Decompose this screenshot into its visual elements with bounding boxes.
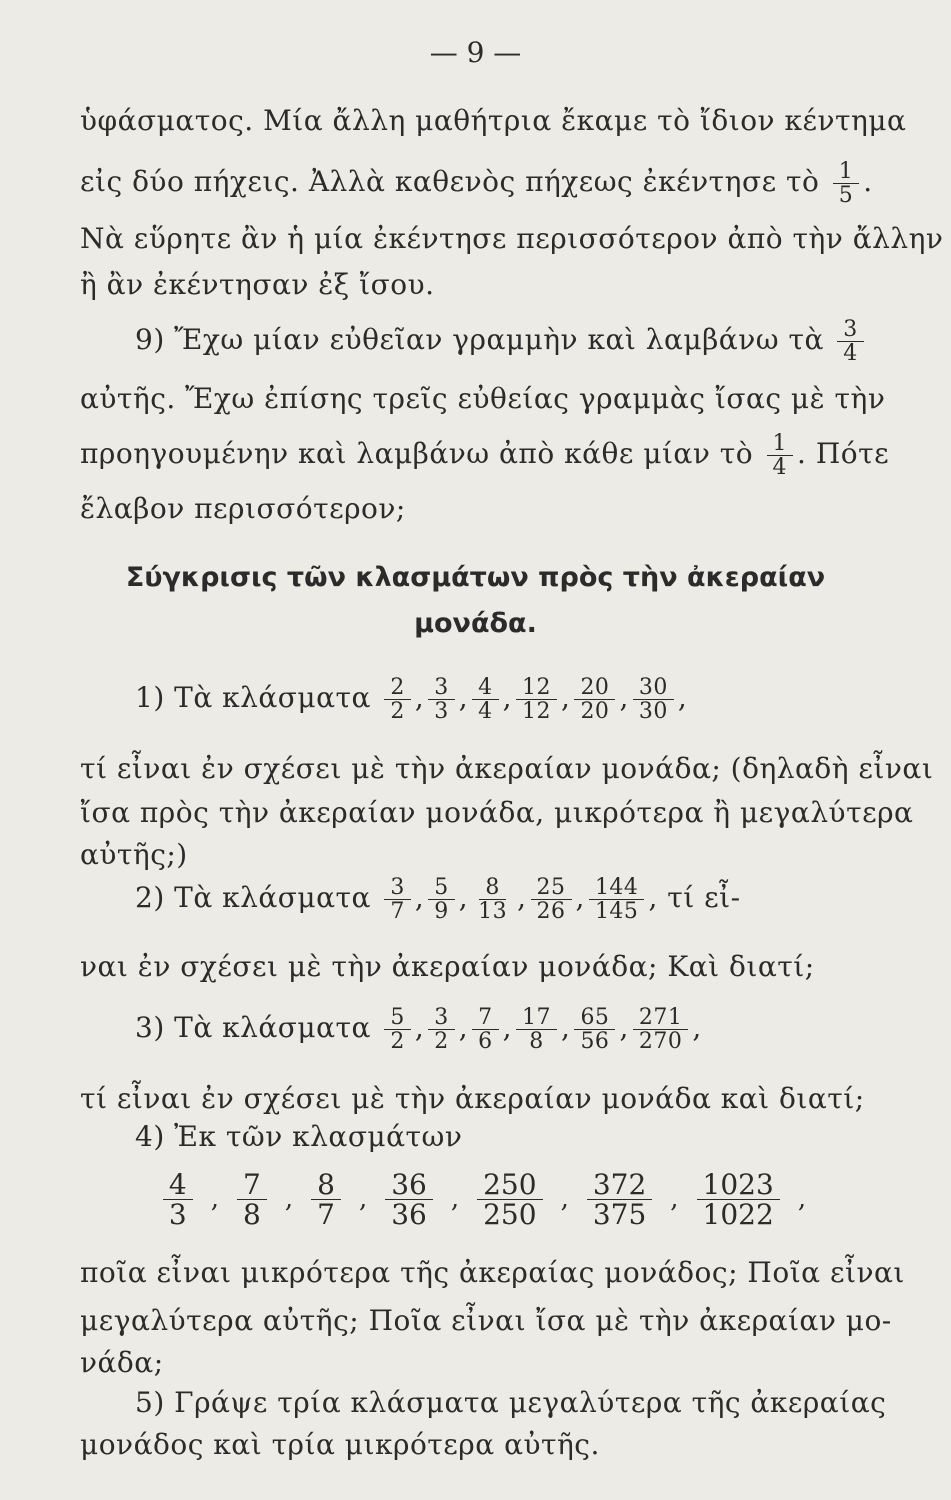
text-fragment: 9) Ἔχω μίαν εὐθεῖαν γραμμὴν καὶ λαμβάνω τὰ [135, 323, 824, 357]
separator: , [458, 681, 469, 715]
denominator: 3 [168, 1198, 187, 1232]
numerator: 7 [472, 1006, 499, 1030]
denominator: 270 [638, 1029, 683, 1055]
text-fragment: προηγουμένην καὶ λαμβάνω ἀπὸ κάθε μίαν τὸ [80, 437, 754, 471]
denominator: 20 [580, 699, 610, 725]
separator: , [561, 1011, 571, 1045]
separator: , [414, 881, 425, 915]
text-line: ἔλαβον περισσότερον; [80, 492, 406, 525]
numerator: 1 [767, 432, 794, 456]
denominator: 6 [478, 1029, 493, 1055]
fraction [574, 676, 615, 723]
denominator: 26 [536, 899, 566, 925]
separator: , [458, 1011, 469, 1045]
fraction [589, 876, 645, 923]
separator: , [502, 681, 513, 715]
separator: , [502, 1011, 513, 1045]
denominator: 2 [390, 699, 405, 725]
fraction [837, 318, 864, 365]
text-line [80, 160, 873, 207]
exercise-label: 2) Τὰ κλάσματα [135, 881, 371, 915]
separator: , [692, 1011, 702, 1045]
separator: , [619, 681, 629, 715]
separator: , [797, 1183, 807, 1214]
separator: , [560, 1183, 569, 1214]
text-line: 5) Γράψε τρία κλάσματα μεγαλύτερα τῆς ἀκεραίας [135, 1386, 887, 1419]
denominator: 9 [434, 899, 449, 925]
separator: , [358, 1183, 368, 1214]
text-line: ποῖα εἶναι μικρότερα τῆς ἀκεραίας μονάδος; Ποῖα εἶναι [80, 1256, 905, 1289]
fraction [472, 676, 499, 723]
numerator: 8 [311, 1170, 341, 1200]
numerator: 271 [633, 1006, 689, 1030]
numerator: 2 [384, 676, 411, 700]
text-line: αὐτῆς. Ἔχω ἐπίσης τρεῖς εὐθείας γραμμὰς ἴσας μὲ τὴν [80, 382, 886, 415]
fraction [384, 876, 411, 923]
numerator: 3 [428, 1006, 455, 1030]
separator: , [517, 881, 527, 915]
text-line: μεγαλύτερα αὐτῆς; Ποῖα εἶναι ἴσα μὲ τὴν ἀκεραίαν μο- [80, 1304, 892, 1337]
section-heading: μονάδα. [414, 608, 537, 639]
separator: , [210, 1183, 220, 1214]
numerator: 1 [833, 160, 860, 184]
fraction-list [0, 1170, 951, 1230]
text-line: ὑφάσματος. Μία ἄλλη μαθήτρια ἔκαμε τὸ ἴδιον κέντημα [80, 104, 907, 137]
denominator: 4 [478, 699, 493, 725]
text-line: ναι ἐν σχέσει μὲ τὴν ἀκεραίαν μονάδα; Καὶ διατί; [80, 950, 815, 983]
fraction [163, 1170, 193, 1230]
exercise-label: 1) Τὰ κλάσματα [135, 681, 371, 715]
denominator: 8 [529, 1029, 544, 1055]
denominator: 4 [772, 455, 788, 481]
separator: , [561, 681, 571, 715]
numerator: 7 [237, 1170, 267, 1200]
denominator: 13 [478, 899, 508, 925]
numerator: 3 [384, 876, 411, 900]
numerator: 5 [384, 1006, 411, 1030]
numerator: 4 [163, 1170, 193, 1200]
text-line: τί εἶναι ἐν σχέσει μὲ τὴν ἀκεραίαν μονάδα καὶ διατί; [80, 1082, 865, 1115]
numerator: 36 [385, 1170, 433, 1200]
page-number: — 9 — [429, 36, 522, 69]
separator: , [450, 1183, 460, 1214]
exercise-line: 4) Ἐκ τῶν κλασμάτων [135, 1120, 463, 1153]
denominator: 1022 [702, 1198, 774, 1232]
numerator: 4 [472, 676, 499, 700]
text-fragment: . [863, 165, 873, 199]
text-line: Νὰ εὕρητε ἂν ἡ μία ἐκέντησε περισσότερον ἀπὸ τὴν ἄλλην [80, 222, 944, 255]
fraction [237, 1170, 267, 1230]
text-line: ἴσα πρὸς τὴν ἀκεραίαν μονάδα, μικρότερα ἢ μεγαλύτερα [80, 796, 914, 829]
numerator: 65 [574, 1006, 615, 1030]
separator: , [619, 1011, 629, 1045]
fraction-list [380, 1005, 702, 1055]
fraction [477, 1170, 542, 1230]
separator: , [414, 681, 425, 715]
separator: , [458, 881, 469, 915]
fraction [385, 1170, 433, 1230]
fraction [633, 676, 674, 723]
denominator: 7 [390, 899, 405, 925]
numerator: 5 [428, 876, 455, 900]
text-line: αὐτῆς;) [80, 838, 188, 871]
denominator: 375 [592, 1198, 647, 1232]
denominator: 3 [434, 699, 449, 725]
separator: , [677, 681, 688, 715]
numerator: 8 [479, 876, 506, 900]
denominator: 36 [391, 1198, 427, 1232]
numerator: 25 [531, 876, 572, 900]
fraction [767, 432, 794, 479]
fraction [574, 1006, 615, 1053]
fraction [472, 1006, 499, 1053]
denominator: 2 [434, 1029, 449, 1055]
denominator: 8 [243, 1198, 261, 1232]
text-line [80, 432, 889, 479]
numerator: 250 [477, 1170, 542, 1200]
fraction [428, 876, 455, 923]
text-line: νάδα; [80, 1346, 164, 1379]
separator: , [575, 881, 585, 915]
denominator: 250 [483, 1198, 537, 1232]
fraction [384, 1006, 411, 1053]
exercise-line [135, 676, 687, 723]
fraction-list [380, 875, 648, 925]
text-line: ἢ ἂν ἐκέντησαν ἐξ ἴσου. [80, 268, 435, 301]
fraction [833, 160, 860, 207]
exercise-line [135, 876, 741, 923]
denominator: 5 [838, 183, 854, 209]
text-line: μονάδος καὶ τρία μικρότερα αὐτῆς. [80, 1428, 600, 1461]
numerator: 144 [589, 876, 645, 900]
fraction [516, 1006, 557, 1053]
text-line [135, 318, 868, 365]
fraction [428, 1006, 455, 1053]
text-fragment: , τί εἶ- [648, 881, 741, 915]
fraction [472, 876, 513, 923]
numerator: 3 [428, 676, 455, 700]
separator: , [284, 1183, 294, 1214]
numerator: 17 [516, 1006, 557, 1030]
denominator: 56 [580, 1029, 610, 1055]
denominator: 30 [638, 699, 668, 725]
denominator: 2 [390, 1029, 405, 1055]
exercise-line [135, 1006, 702, 1053]
text-fragment: . Πότε [797, 437, 890, 471]
numerator: 12 [516, 676, 557, 700]
fraction [697, 1170, 780, 1230]
numerator: 3 [837, 318, 864, 342]
numerator: 372 [587, 1170, 652, 1200]
text-line: τί εἶναι ἐν σχέσει μὲ τὴν ἀκεραίαν μονάδα; (δηλαδὴ εἶναι [80, 752, 934, 785]
numerator: 20 [574, 676, 615, 700]
fraction [587, 1170, 652, 1230]
separator: , [670, 1183, 679, 1214]
fraction [633, 1006, 689, 1053]
denominator: 145 [594, 899, 639, 925]
numerator: 1023 [697, 1170, 780, 1200]
fraction [311, 1170, 341, 1230]
denominator: 12 [522, 699, 552, 725]
section-heading: Σύγκρισις τῶν κλασμάτων πρὸς τὴν ἀκεραίαν [125, 562, 826, 593]
fraction [531, 876, 572, 923]
denominator: 7 [317, 1198, 335, 1232]
denominator: 4 [843, 341, 858, 367]
separator: , [414, 1011, 425, 1045]
fraction-list [380, 675, 688, 725]
fraction [516, 676, 557, 723]
fraction [428, 676, 455, 723]
numerator: 30 [633, 676, 674, 700]
text-fragment: εἰς δύο πήχεις. Ἀλλὰ καθενὸς πήχεως ἐκέντησε τὸ [80, 165, 820, 199]
fraction [384, 676, 411, 723]
exercise-label: 3) Τὰ κλάσματα [135, 1011, 371, 1045]
